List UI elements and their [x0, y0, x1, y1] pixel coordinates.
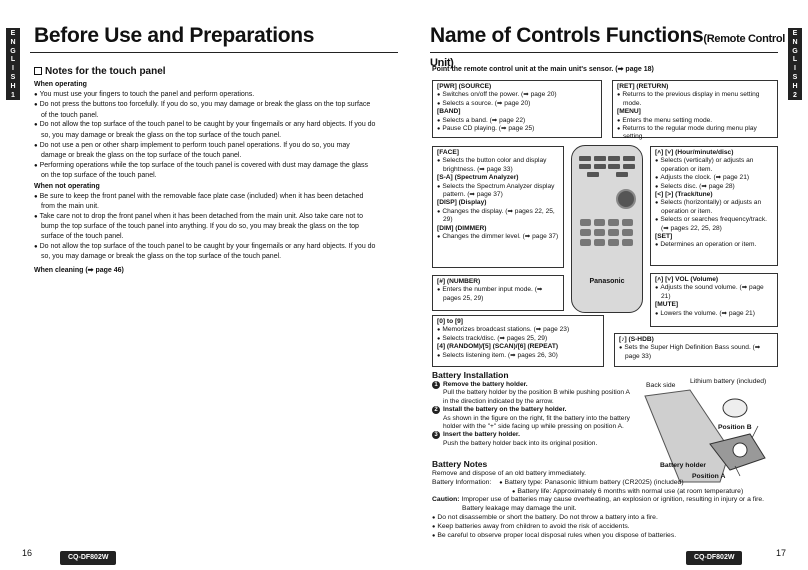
box-item: ● Selects disc. (➡ page 28): [655, 183, 773, 191]
box-heading: [RET] (RETURN): [617, 83, 669, 90]
battery-info-row: [432, 479, 782, 488]
remote-button: [608, 156, 620, 161]
remote-button: [579, 156, 591, 161]
position-b-label: Position B: [718, 424, 752, 431]
side-tab-letter: I: [794, 65, 796, 73]
remote-button: [616, 172, 628, 177]
remote-button: [608, 164, 620, 169]
step-number-icon: 3: [432, 431, 440, 439]
side-tab-number: 2: [793, 91, 797, 99]
remote-button: [623, 156, 635, 161]
box-item: ● Selects listening item. (➡ pages 26, 30): [437, 352, 599, 360]
step-title-text: Insert the battery holder.: [443, 431, 520, 439]
title-suffix: (Remote Control Unit): [430, 33, 786, 69]
box-item: ● Selects the button color and display brightness. (➡ page 33): [437, 157, 559, 174]
step-description: Pull the battery holder by the position B while pushing position A in the direction indicated by the arrow.: [443, 389, 630, 405]
notes-heading-text: Notes for the touch panel: [45, 66, 166, 77]
box-item: ● Memorizes broadcast stations. (➡ page 23): [437, 326, 599, 334]
box-heading: [MUTE]: [655, 301, 679, 309]
box-item: ● Lowers the volume. (➡ page 21): [655, 310, 773, 318]
battery-info-item: ● Battery type: Panasonic lithium battery (CR2025) (included): [493, 479, 683, 486]
remote-brand-logo: Panasonic: [589, 278, 625, 285]
box-heading: [BAND]: [437, 108, 461, 116]
operating-list: [34, 90, 376, 181]
notes-item: ● Be careful to observe proper local disposal rules when you dispose of batteries.: [432, 532, 782, 541]
list-item: ● Do not allow the top surface of the touch panel to be caught by your fingernails or any hard objects. If you do so, you may damage or break the glass on the top surface of the touch panel.: [34, 242, 376, 262]
step-number-icon: 2: [432, 406, 440, 414]
hour-track-set-box: [650, 146, 778, 266]
battery-notes-heading: Battery Notes: [432, 459, 488, 469]
remote-button-row: [572, 172, 642, 177]
when-operating-section: [34, 80, 376, 181]
caution-body: Improper use of batteries may cause overheating, an explosion or ignition, resulting in injury or a fire. Battery leakage may damage the unit.: [461, 496, 765, 513]
side-tab-letter: H: [792, 82, 798, 90]
step-title-text: Remove the battery holder.: [443, 381, 528, 388]
battery-info-label: Battery Information:: [432, 478, 492, 486]
remote-key: [622, 229, 633, 236]
side-tab-letter: S: [10, 73, 16, 81]
remote-key: [594, 219, 605, 226]
model-badge: CQ-DF802W: [60, 551, 116, 565]
remote-key: [608, 229, 619, 236]
shdb-box: [614, 333, 778, 367]
list-item: ● You must use your fingers to touch the panel and perform operations.: [34, 90, 376, 101]
box-heading: [SET]: [655, 233, 673, 241]
direction-pad-icon: [616, 189, 636, 209]
model-badge: CQ-DF802W: [686, 551, 742, 565]
side-tab-letter: L: [10, 56, 16, 64]
battery-holder-label: Battery holder: [660, 462, 707, 469]
remote-key: [580, 239, 591, 246]
not-operating-list: [34, 192, 376, 262]
caution-label: Caution:: [432, 496, 460, 504]
box-heading: [FACE]: [437, 149, 459, 156]
remote-button: [579, 164, 591, 169]
box-heading: [0] to [9]: [437, 318, 464, 325]
back-side-label: Back side: [646, 382, 676, 389]
box-item: ● Selects (vertically) or adjusts an operation or item.: [655, 157, 773, 174]
page-title: Before Use and Preparations: [34, 24, 315, 47]
side-tab-letter: N: [10, 38, 16, 46]
when-cleaning-section: [34, 266, 376, 276]
box-item: ● Selects (horizontally) or adjusts an operation or item.: [655, 199, 773, 216]
remote-key: [608, 219, 619, 226]
box-heading: [PWR] (SOURCE): [437, 83, 492, 90]
box-item: ● Selects a source. (➡ page 20): [437, 100, 597, 108]
pwr-band-box: [432, 80, 602, 138]
box-item: ● Returns to the regular mode during menu play setting.: [617, 125, 773, 142]
page-number: 17: [776, 548, 787, 558]
side-tab-letter: N: [792, 38, 798, 46]
box-heading: [♪] (S-HDB): [619, 336, 654, 343]
number-box: [432, 275, 564, 311]
remote-control-illustration: [571, 145, 643, 313]
remote-key: [622, 219, 633, 226]
notes-item: ● Do not disassemble or short the battery. Do not throw a battery into a fire.: [432, 514, 782, 523]
list-item: ● Be sure to keep the front panel with the removable face plate case (included) when it has been detached from the main unit.: [34, 192, 376, 212]
remote-button: [594, 164, 606, 169]
title-text: Name of Controls Functions: [430, 24, 704, 47]
ret-menu-box: [612, 80, 778, 141]
title-rule: [430, 52, 778, 53]
box-heading: [S-A] (Spectrum Analyzer): [437, 174, 519, 182]
step-description: Push the battery holder back into its original position.: [443, 439, 598, 447]
step-description: As shown in the figure on the right, fit the battery into the battery holder with the "+" side facing up while pressing on position A.: [443, 414, 630, 431]
box-heading: [MENU]: [617, 108, 641, 116]
box-heading: [DIM] (DIMMER): [437, 224, 487, 232]
remote-button: [587, 172, 599, 177]
box-heading: [˂] [˃] (Track/tune): [655, 191, 713, 199]
remote-key: [580, 219, 591, 226]
remote-key: [580, 229, 591, 236]
box-item: ● Changes the display. (➡ pages 22, 25, 29): [437, 208, 559, 225]
step-title: [432, 406, 632, 414]
remote-key: [594, 229, 605, 236]
english-side-tab: [6, 28, 20, 100]
box-heading: [˄] [˅] VOL (Volume): [655, 276, 719, 283]
box-item: ● Switches on/off the power. (➡ page 20): [437, 91, 597, 99]
when-cleaning-heading: When cleaning (➡ page 46): [34, 267, 124, 274]
remote-button-row: [572, 156, 642, 161]
remote-number-pad: [580, 219, 633, 246]
digits-box: [432, 315, 604, 367]
box-heading: [˄] [˅] (Hour/minute/disc): [655, 149, 734, 156]
remote-key: [622, 239, 633, 246]
step-title: [432, 381, 632, 389]
box-item: ● Enters the number input mode. (➡ pages 25, 29): [437, 286, 559, 303]
side-tab-letter: G: [792, 47, 798, 55]
title-rule: [30, 52, 398, 53]
caution-text: [432, 496, 782, 514]
remote-button: [623, 164, 635, 169]
box-heading: [#] (NUMBER): [437, 278, 481, 285]
box-item: ● Enters the menu setting mode.: [617, 117, 773, 125]
box-item: ● Determines an operation or item.: [655, 241, 773, 249]
list-item: ● Do not press the buttons too forcefully. If you do so, you may damage or break the glass on the top surface of the touch panel.: [34, 100, 376, 120]
when-not-operating-section: [34, 182, 376, 262]
side-tab-letter: E: [792, 30, 798, 37]
step-number-icon: 1: [432, 381, 440, 389]
box-item: ● Returns to the previous display in menu setting mode.: [617, 91, 773, 108]
remote-key: [608, 239, 619, 246]
box-item: ● Changes the dimmer level. (➡ page 37): [437, 233, 559, 241]
when-operating-heading: When operating: [34, 81, 87, 88]
step-title-text: Install the battery on the battery holder.: [443, 406, 567, 414]
battery-installation-heading: Battery Installation: [432, 370, 509, 380]
page-number: 16: [22, 548, 33, 558]
list-item: ● Performing operations while the top surface of the touch panel is covered with dust may damage the glass on the top surface of the touch panel.: [34, 161, 376, 181]
list-item: ● Do not use a pen or other sharp implement to perform touch panel operations. If you do so, you may damage or break the glass on the top surface of the touch panel.: [34, 141, 376, 161]
box-heading: [4] (RANDOM)/[5] (SCAN)/[6] (REPEAT): [437, 343, 559, 351]
side-tab-letter: H: [10, 82, 16, 90]
checkbox-icon: [34, 67, 42, 75]
face-sa-disp-dim-box: [432, 146, 564, 268]
notes-line: Remove and dispose of an old battery immediately.: [432, 470, 587, 477]
side-tab-letter: E: [10, 30, 16, 37]
box-item: ● Sets the Super High Definition Bass sound. (➡ page 33): [619, 344, 773, 361]
volume-mute-box: [650, 273, 778, 327]
box-item: ● Selects track/disc. (➡ pages 25, 29): [437, 335, 599, 343]
battery-info-row: [432, 488, 782, 497]
box-item: ● Adjusts the sound volume. (➡ page 21): [655, 284, 773, 301]
notes-heading: [34, 66, 166, 77]
box-item: ● Selects a band. (➡ page 22): [437, 117, 597, 125]
side-tab-letter: I: [12, 65, 14, 73]
remote-button-row: [572, 164, 642, 169]
when-not-operating-heading: When not operating: [34, 183, 100, 190]
intro-text: Point the remote control unit at the main unit's sensor. (➡ page 18): [432, 66, 654, 73]
remote-key: [594, 239, 605, 246]
list-item: ● Do not allow the top surface of the touch panel to be caught by your fingernails or any hard objects. If you do so, you may damage or break the glass on the top surface of the touch panel.: [34, 120, 376, 140]
side-tab-letter: L: [792, 56, 798, 64]
box-heading: [DISP] (Display): [437, 199, 487, 207]
list-item: ● Take care not to drop the front panel when it has been detached from the main unit. Also take care not to bump the top surface of the touch panel into anything. If you do so, you may break the glass on the top surface of the touch panel.: [34, 212, 376, 242]
side-tab-letter: G: [10, 47, 16, 55]
box-item: ● Selects the Spectrum Analyzer display pattern. (➡ page 37): [437, 183, 559, 200]
battery-installation-steps: [432, 381, 632, 448]
box-item: ● Adjusts the clock. (➡ page 21): [655, 174, 773, 182]
step-title: [432, 431, 632, 439]
battery-notes: [432, 470, 782, 540]
side-tab-letter: S: [792, 73, 798, 81]
lithium-battery-label: Lithium battery (included): [690, 378, 767, 385]
box-item: ● Selects or searches frequency/track. (➡ pages 22, 25, 28): [655, 216, 773, 233]
side-tab-number: 1: [11, 91, 15, 99]
position-a-label: Position A: [692, 473, 726, 480]
battery-info-item: ● Battery life: Approximately 6 months with normal use (at room temperature): [506, 488, 743, 495]
remote-button: [594, 156, 606, 161]
box-item: ● Pause CD playing. (➡ page 25): [437, 125, 597, 133]
notes-item: ● Keep batteries away from children to avoid the risk of accidents.: [432, 523, 782, 532]
